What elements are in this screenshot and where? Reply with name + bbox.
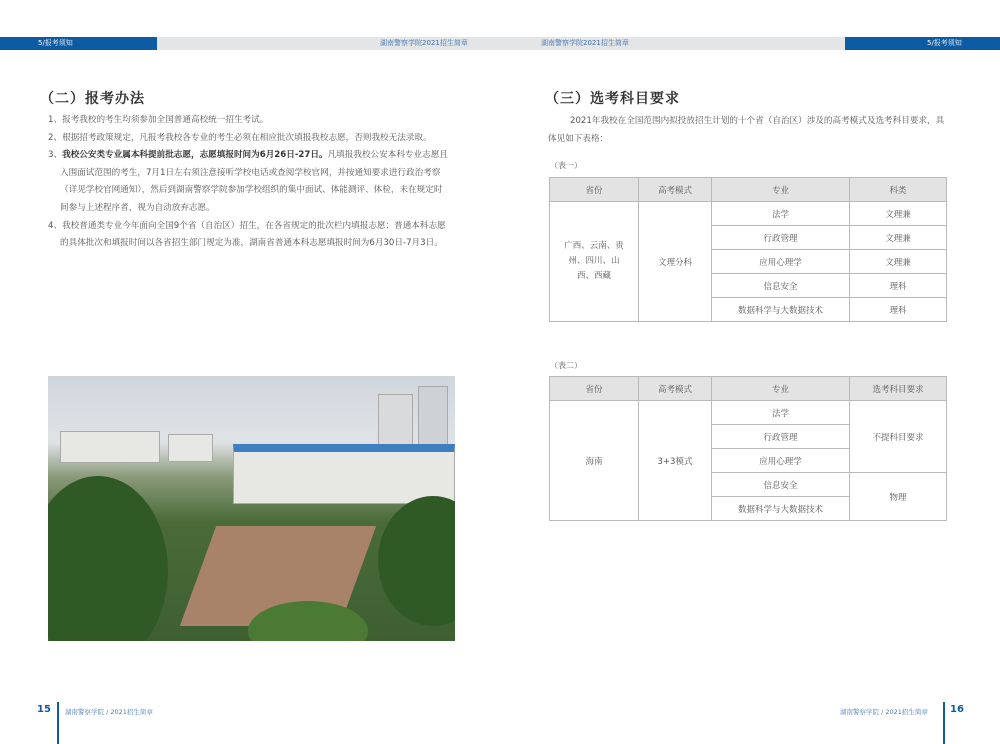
table1-caption: （表一） xyxy=(550,161,582,170)
footer-text-left: 湖南警察学院 / 2021招生简章 xyxy=(65,708,153,716)
th: 高考模式 xyxy=(639,377,712,401)
major-cell: 数据科学与大数据技术 xyxy=(712,497,850,521)
requirement-cell: 物理 xyxy=(850,473,947,521)
header-tab-right: 5/报考须知 xyxy=(845,37,1000,50)
header-tab-left: 5/报考须知 xyxy=(0,37,157,50)
major-cell: 行政管理 xyxy=(712,226,850,250)
major-cell: 法学 xyxy=(712,202,850,226)
subjects-intro: 2021年我校在全国范围内拟投放招生计划的十个省（自治区）涉及的高考模式及选考科目要求，具体见如下表格： xyxy=(548,116,945,144)
mode-cell: 3+3模式 xyxy=(639,401,712,521)
list-item: 3、我校公安类专业属本科提前批志愿，志愿填报时间为6月26日-27日。凡填报我校公安本科专业志愿且入围面试范围的考生，7月1日左右须注意接听学校电话或查阅学校官网，并按通知要求进行政治考察（详见学校官网通知），然后到湖南警察学院参加学校组织的集中面试、体能测评、体检，未在规定时间参与上述程序者，视为自动放弃志愿。 xyxy=(48,150,448,213)
table-1 xyxy=(549,177,947,322)
major-cell: 信息安全 xyxy=(712,274,850,298)
type-cell: 理科 xyxy=(850,298,947,322)
major-cell: 应用心理学 xyxy=(712,449,850,473)
th: 选考科目要求 xyxy=(850,377,947,401)
section-heading-subjects: （三）选考科目要求 xyxy=(545,91,680,107)
th: 专业 xyxy=(712,377,850,401)
type-cell: 文理兼 xyxy=(850,202,947,226)
th: 科类 xyxy=(850,178,947,202)
major-cell: 数据科学与大数据技术 xyxy=(712,298,850,322)
list-item: 2、根据招考政策规定，凡报考我校各专业的考生必须在相应批次填报我校志愿，否则我校无法录取。 xyxy=(48,132,432,143)
major-cell: 法学 xyxy=(712,401,850,425)
table-row xyxy=(550,202,947,226)
table-row xyxy=(550,401,947,425)
footer-text-right: 湖南警察学院 / 2021招生简章 xyxy=(840,708,928,716)
th: 省份 xyxy=(550,377,639,401)
th: 专业 xyxy=(712,178,850,202)
requirement-cell: 不提科目要求 xyxy=(850,401,947,473)
mode-cell: 文理分科 xyxy=(639,202,712,322)
list-item: 4、我校普通类专业今年面向全国9个省（自治区）招生，在各省规定的批次栏内填报志愿；普通本科志愿的具体批次和填报时间以各省招生部门规定为准，湖南省普通本科志愿填报时间为6月30日-7月3日。 xyxy=(48,220,446,249)
apply-steps-list xyxy=(48,112,448,253)
footer-divider-right xyxy=(943,702,945,744)
th: 高考模式 xyxy=(639,178,712,202)
major-cell: 行政管理 xyxy=(712,425,850,449)
province-cell: 海南 xyxy=(550,401,639,521)
th: 省份 xyxy=(550,178,639,202)
footer-divider-left xyxy=(57,702,59,744)
type-cell: 文理兼 xyxy=(850,226,947,250)
page-number-right: 16 xyxy=(950,704,964,715)
table2-caption: （表二） xyxy=(550,361,582,370)
list-item: 1、报考我校的考生均须参加全国普通高校统一招生考试。 xyxy=(48,115,269,125)
campus-photo xyxy=(48,376,455,641)
province-cell: 广西、云南、贵州、四川、山西、西藏 xyxy=(550,202,639,322)
header-title-right: 湖南警察学院2021招生简章 xyxy=(541,39,629,47)
page-number-left: 15 xyxy=(37,704,51,715)
header-title-left: 湖南警察学院2021招生简章 xyxy=(380,39,468,47)
major-cell: 信息安全 xyxy=(712,473,850,497)
section-heading-apply: （二）报考办法 xyxy=(40,91,145,107)
major-cell: 应用心理学 xyxy=(712,250,850,274)
type-cell: 理科 xyxy=(850,274,947,298)
type-cell: 文理兼 xyxy=(850,250,947,274)
table-2 xyxy=(549,376,947,521)
